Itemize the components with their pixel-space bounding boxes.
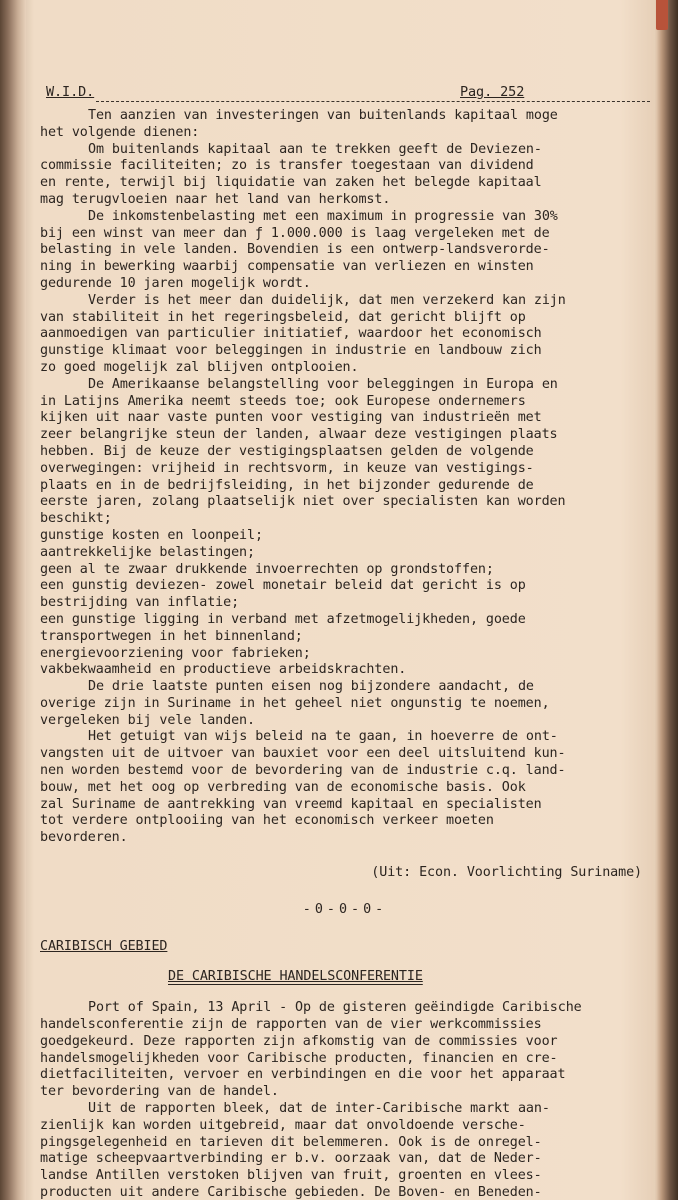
text-line: vergeleken bij vele landen.: [40, 712, 255, 728]
text-line: Om buitenlands kapitaal aan te trekken geeft de Deviezen-: [88, 141, 542, 157]
text-line: dietfaciliteiten, vervoer en verbindingen en die voor het apparaat: [40, 1067, 566, 1083]
text-line: mag terugvloeien naar het land van herkomst.: [40, 191, 391, 207]
text-line: plaats en in de bedrijfsleiding, in het bijzonder gedurende de: [40, 477, 534, 493]
index-tab: [656, 0, 668, 30]
paragraph: [40, 1000, 650, 1101]
text-line: pingsgelegenheid en tarieven dit belemmeren. Ook is de onregel-: [40, 1134, 542, 1150]
text-line: energievoorziening voor fabrieken;: [40, 645, 311, 661]
text-line: producten uit andere Caribische gebieden. De Boven- en Beneden-: [40, 1185, 542, 1200]
text-line: zo goed mogelijk zal blijven ontplooien.: [40, 359, 359, 375]
paragraph: [40, 729, 650, 847]
text-line: De Amerikaanse belangstelling voor beleggingen in Europa en: [88, 376, 558, 392]
text-line: transportwegen in het binnenland;: [40, 628, 303, 644]
text-line: belasting in vele landen. Bovendien is een ontwerp-landsverorde-: [40, 242, 550, 258]
section-title: CARIBISCH GEBIED: [40, 938, 168, 954]
text-line: bestrijding van inflatie;: [40, 595, 240, 611]
text-line: eerste jaren, zolang plaatselijk niet over specialisten kan worden: [40, 494, 566, 510]
page-number: Pag. 252: [460, 84, 525, 100]
article-title: DE CARIBISCHE HANDELSCONFERENTIE: [168, 969, 423, 985]
text-line: Ten aanzien van investeringen van buitenlands kapitaal moge: [88, 108, 558, 123]
text-line: nen worden bestemd voor de bevordering van de industrie c.q. land-: [40, 763, 566, 779]
text-line: vakbekwaamheid en productieve arbeidskrachten.: [40, 662, 407, 678]
text-line: bij een winst van meer dan ƒ 1.000.000 is laag vergeleken met de: [40, 225, 550, 241]
text-line: Verder is het meer dan duidelijk, dat men verzekerd kan zijn: [88, 292, 566, 308]
text-line: een gunstig deviezen- zowel monetair beleid dat gericht is op: [40, 578, 526, 594]
text-line: ter bevordering van de handel.: [40, 1084, 279, 1100]
paragraph: [40, 1101, 650, 1200]
header-rule: [96, 101, 650, 102]
text-line: zal Suriname de aantrekking van vreemd kapitaal en specialisten: [40, 796, 542, 812]
text-line: De drie laatste punten eisen nog bijzondere aandacht, de: [88, 679, 534, 695]
text-line: goedgekeurd. Deze rapporten zijn afkomstig van de commissies voor: [40, 1033, 558, 1049]
text-line: matige scheepvaartverbinding er b.v. oorzaak van, dat de Neder-: [40, 1151, 542, 1167]
text-line: Het getuigt van wijs beleid na te gaan, in hoeverre de ont-: [88, 729, 558, 745]
text-line: commissie faciliteiten; zo is transfer toegestaan van dividend: [40, 158, 534, 174]
text-line: gunstige kosten en loonpeil;: [40, 527, 263, 543]
text-line: gedurende 10 jaren mogelijk wordt.: [40, 275, 311, 291]
text-line: aanmoedigen van particulier initiatief, waardoor het economisch: [40, 326, 542, 342]
text-line: landse Antillen verstoken blijven van fruit, groenten en vlees-: [40, 1168, 542, 1184]
text-line: Port of Spain, 13 April - Op de gisteren geëindigde Caribische: [88, 1000, 582, 1016]
page-header: [40, 84, 650, 108]
page-edge: [656, 0, 678, 1200]
paragraph: [40, 293, 650, 377]
text-line: bouw, met het oog op verbreding van de economische basis. Ook: [40, 779, 526, 795]
text-line: hebben. Bij de keuze der vestigingsplaatsen gelden de volgende: [40, 443, 534, 459]
section-caribbean: [40, 1000, 650, 1200]
text-line: beschikt;: [40, 511, 112, 527]
text-line: en rente, terwijl bij liquidatie van zaken het belegde kapitaal: [40, 175, 542, 191]
paragraph: [40, 679, 650, 729]
text-line: ning in bewerking waarbij compensatie van verliezen en winsten: [40, 259, 534, 275]
text-line: vangsten uit de uitvoer van bauxiet voor een deel uitsluitend kun-: [40, 746, 566, 762]
text-line: tot verdere ontplooiing van het economisch verkeer moeten: [40, 813, 494, 829]
section-investments: [40, 108, 650, 847]
text-line: van stabiliteit in het regeringsbeleid, dat gericht blijft op: [40, 309, 526, 325]
text-line: handelsmogelijkheden voor Caribische producten, financien en cre-: [40, 1050, 558, 1066]
text-line: geen al te zwaar drukkende invoerrechten op grondstoffen;: [40, 561, 494, 577]
text-line: zienlijk kan worden uitgebreid, maar dat onvoldoende versche-: [40, 1117, 526, 1133]
paragraph: [40, 142, 650, 209]
text-line: overwegingen: vrijheid in rechtsvorm, in keuze van vestigings-: [40, 460, 534, 476]
text-line: een gunstige ligging in verband met afzetmogelijkheden, goede: [40, 611, 526, 627]
text-line: zeer belangrijke steun der landen, alwaar deze vestigingen plaats: [40, 427, 558, 443]
text-line: in Latijns Amerika neemt steeds toe; ook Europese ondernemers: [40, 393, 526, 409]
paragraph: [40, 108, 650, 142]
paragraph: [40, 377, 650, 679]
text-line: overige zijn in Suriname in het geheel niet ongunstig te noemen,: [40, 695, 550, 711]
text-line: De inkomstenbelasting met een maximum in progressie van 30%: [88, 208, 558, 224]
source-citation: (Uit: Econ. Voorlichting Suriname): [371, 865, 642, 881]
text-line: aantrekkelijke belastingen;: [40, 544, 255, 560]
text-line: handelsconferentie zijn de rapporten van de vier werkcommissies: [40, 1017, 542, 1033]
typed-page: [40, 84, 650, 1200]
text-line: het volgende dienen:: [40, 124, 200, 140]
text-line: bevorderen.: [40, 830, 128, 846]
text-line: Uit de rapporten bleek, dat de inter-Caribische markt aan-: [88, 1101, 550, 1117]
paragraph: [40, 209, 650, 293]
text-line: gunstige klimaat voor beleggingen in industrie en landbouw zich: [40, 343, 542, 359]
separator: -0-0-0-: [302, 901, 388, 917]
binding-fold: [0, 0, 26, 1200]
text-line: kijken uit naar vaste punten voor vestiging van industrieën met: [40, 410, 542, 426]
header-source: W.I.D.: [46, 84, 95, 100]
